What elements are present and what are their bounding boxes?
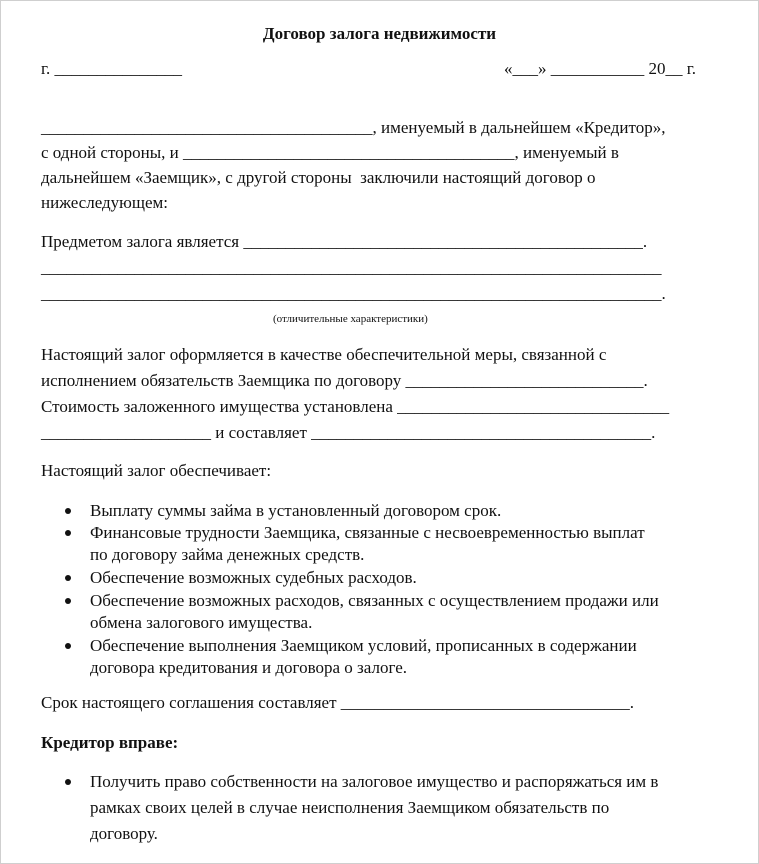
subject-line-3: _________________________________________________________________________.: [41, 284, 666, 303]
creditor-item-1-cont: рамках своих целей в случае неисполнения Заемщиком обязательств по: [90, 798, 610, 817]
security-line-3: Стоимость заложенного имущества установлена ________________________________: [41, 397, 670, 416]
creditor-heading: Кредитор вправе:: [41, 733, 179, 752]
ensures-item-2-cont: по договору займа денежных средств.: [90, 545, 365, 564]
ensures-item-2: Финансовые трудности Заемщика, связанные с несвоевременностью выплат: [90, 523, 645, 542]
ensures-item-4-cont: обмена залогового имущества.: [90, 613, 313, 632]
term-line: Срок настоящего соглашения составляет __________________________________.: [41, 693, 635, 712]
ensures-item-5-cont: договора кредитования и договора о залоге.: [90, 658, 407, 677]
ensures-item-5: Обеспечение выполнения Заемщиком условий, прописанных в содержании: [90, 636, 637, 655]
ensures-item-1: Выплату суммы займа в установленный договором срок.: [90, 501, 502, 520]
parties-line-1: _______________________________________, именуемый в дальнейшем «Кредитор»,: [41, 118, 666, 137]
parties-line-3: дальнейшем «Заемщик», с другой стороны заключили настоящий договор о: [41, 168, 596, 187]
bullet-icon: [65, 598, 71, 604]
bullet-icon: [65, 575, 71, 581]
subject-line-1: Предметом залога является _______________________________________________.: [41, 232, 648, 251]
bullet-icon: [65, 779, 71, 785]
security-line-2: исполнением обязательств Заемщика по договору ____________________________.: [41, 371, 648, 390]
security-line-4: ____________________ и составляет ________________________________________.: [41, 423, 656, 442]
date-line: «___» ___________ 20__ г.: [504, 59, 697, 78]
ensures-item-3: Обеспечение возможных судебных расходов.: [90, 568, 417, 587]
subject-line-2: _________________________________________________________________________: [41, 258, 662, 277]
creditor-item-1: Получить право собственности на залоговое имущество и распоряжаться им в: [90, 772, 659, 791]
parties-line-2: с одной стороны, и _______________________________________, именуемый в: [41, 143, 619, 162]
parties-line-4: нижеследующем:: [41, 193, 169, 212]
ensures-heading: Настоящий залог обеспечивает:: [41, 461, 272, 480]
bullet-icon: [65, 643, 71, 649]
bullet-icon: [65, 530, 71, 536]
ensures-item-4: Обеспечение возможных расходов, связанных с осуществлением продажи или: [90, 591, 659, 610]
security-line-1: Настоящий залог оформляется в качестве обеспечительной меры, связанной с: [41, 345, 607, 364]
bullet-icon: [65, 508, 71, 514]
city-line: г. _______________: [41, 59, 183, 78]
subject-caption: (отличительные характеристики): [273, 313, 428, 325]
creditor-item-1-cont2: договору.: [90, 824, 158, 843]
document-title: Договор залога недвижимости: [262, 24, 497, 43]
